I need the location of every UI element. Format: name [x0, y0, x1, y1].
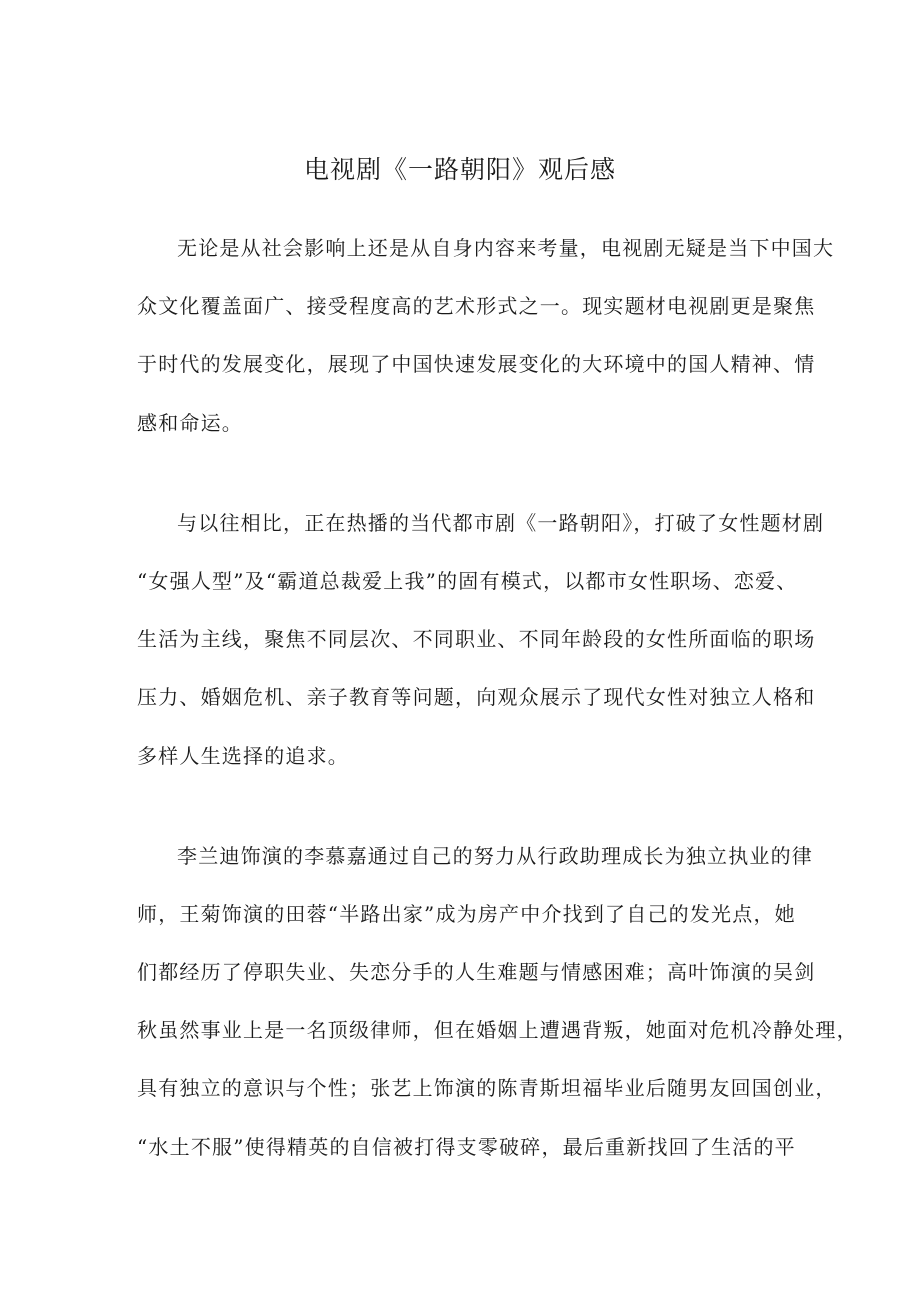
- paragraph-line: 生活为主线，聚焦不同层次、不同职业、不同年龄段的女性所面临的职场: [137, 627, 816, 652]
- paragraph-line: 多样人生选择的追求。: [137, 743, 349, 768]
- paragraph-line: 于时代的发展变化，展现了中国快速发展变化的大环境中的国人精神、情: [137, 352, 816, 377]
- paragraph-line: 秋虽然事业上是一名顶级律师，但在婚姻上遭遇背叛，她面对危机冷静处理，: [137, 1018, 858, 1043]
- paragraph-spacer: [137, 461, 793, 503]
- paragraph-line: “女强人型”及“霸道总裁爱上我”的固有模式，以都市女性职场、恋爱、: [137, 568, 798, 593]
- paragraph-line: 具有独立的意识与个性；张艺上饰演的陈青斯坦福毕业后随男友回国创业，: [137, 1076, 837, 1101]
- paragraph-2: [137, 503, 825, 794]
- paragraph-line: 们都经历了停职失业、失恋分手的人生难题与情感困难；高叶饰演的吴剑: [137, 960, 816, 985]
- paragraph-line: 压力、婚姻危机、亲子教育等问题，向观众展示了现代女性对独立人格和: [137, 685, 816, 710]
- paragraph-line: 与以往相比，正在热播的当代都市剧《一路朝阳》，打破了女性题材剧: [177, 510, 825, 535]
- paragraph-line: 师，王菊饰演的田蓉“半路出家”成为房产中介找到了自己的发光点，她: [137, 901, 796, 926]
- document-body: [137, 228, 858, 1185]
- paragraph-spacer: [137, 794, 793, 836]
- document-title: 电视剧《一路朝阳》观后感: [303, 155, 616, 184]
- paragraph-line: 李兰迪饰演的李慕嘉通过自己的努力从行政助理成长为独立执业的律: [177, 843, 813, 868]
- paragraph-line: 众文化覆盖面广、接受程度高的艺术形式之一。现实题材电视剧更是聚焦: [137, 294, 816, 319]
- paragraph-line: 无论是从社会影响上还是从自身内容来考量，电视剧无疑是当下中国大: [177, 236, 835, 260]
- paragraph-line: “水土不服”使得精英的自信被打得支零破碎，最后重新找回了生活的平: [137, 1134, 796, 1159]
- paragraph-1: [137, 228, 835, 461]
- paragraph-3: [137, 836, 858, 1185]
- paragraph-line: 感和命运。: [137, 410, 243, 435]
